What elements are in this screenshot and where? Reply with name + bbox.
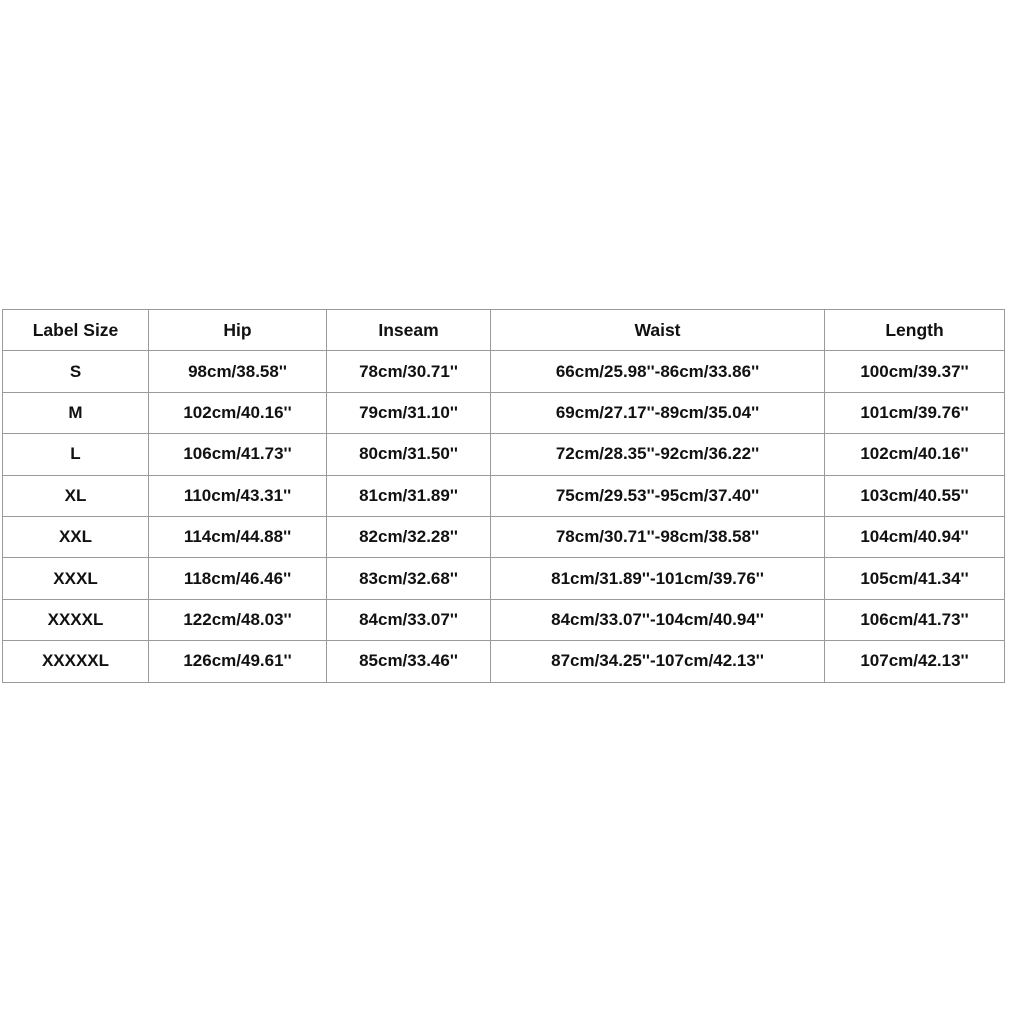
cell-hip: 110cm/43.31'' xyxy=(149,475,327,516)
cell-label-size: S xyxy=(3,351,149,392)
cell-waist: 84cm/33.07''-104cm/40.94'' xyxy=(491,599,825,640)
cell-length: 102cm/40.16'' xyxy=(825,434,1005,475)
cell-inseam: 79cm/31.10'' xyxy=(327,392,491,433)
cell-inseam: 84cm/33.07'' xyxy=(327,599,491,640)
header-label-size: Label Size xyxy=(3,310,149,351)
cell-label-size: XXXXXL xyxy=(3,641,149,682)
header-waist: Waist xyxy=(491,310,825,351)
cell-label-size: XXXL xyxy=(3,558,149,599)
cell-length: 105cm/41.34'' xyxy=(825,558,1005,599)
cell-hip: 114cm/44.88'' xyxy=(149,516,327,557)
cell-length: 100cm/39.37'' xyxy=(825,351,1005,392)
cell-hip: 118cm/46.46'' xyxy=(149,558,327,599)
cell-inseam: 80cm/31.50'' xyxy=(327,434,491,475)
cell-hip: 122cm/48.03'' xyxy=(149,599,327,640)
cell-length: 103cm/40.55'' xyxy=(825,475,1005,516)
cell-waist: 81cm/31.89''-101cm/39.76'' xyxy=(491,558,825,599)
cell-waist: 69cm/27.17''-89cm/35.04'' xyxy=(491,392,825,433)
cell-waist: 78cm/30.71''-98cm/38.58'' xyxy=(491,516,825,557)
cell-length: 107cm/42.13'' xyxy=(825,641,1005,682)
size-chart-table xyxy=(2,309,1005,683)
table-header-row xyxy=(3,310,1005,351)
cell-label-size: L xyxy=(3,434,149,475)
cell-hip: 126cm/49.61'' xyxy=(149,641,327,682)
header-hip: Hip xyxy=(149,310,327,351)
cell-inseam: 81cm/31.89'' xyxy=(327,475,491,516)
table-row xyxy=(3,558,1005,599)
cell-inseam: 82cm/32.28'' xyxy=(327,516,491,557)
table-row xyxy=(3,475,1005,516)
cell-waist: 72cm/28.35''-92cm/36.22'' xyxy=(491,434,825,475)
table-row xyxy=(3,392,1005,433)
cell-hip: 106cm/41.73'' xyxy=(149,434,327,475)
cell-inseam: 78cm/30.71'' xyxy=(327,351,491,392)
cell-inseam: 85cm/33.46'' xyxy=(327,641,491,682)
cell-label-size: M xyxy=(3,392,149,433)
cell-waist: 87cm/34.25''-107cm/42.13'' xyxy=(491,641,825,682)
cell-length: 104cm/40.94'' xyxy=(825,516,1005,557)
cell-length: 101cm/39.76'' xyxy=(825,392,1005,433)
cell-length: 106cm/41.73'' xyxy=(825,599,1005,640)
cell-inseam: 83cm/32.68'' xyxy=(327,558,491,599)
cell-label-size: XL xyxy=(3,475,149,516)
header-inseam: Inseam xyxy=(327,310,491,351)
cell-hip: 98cm/38.58'' xyxy=(149,351,327,392)
table-row xyxy=(3,434,1005,475)
table-row xyxy=(3,599,1005,640)
cell-hip: 102cm/40.16'' xyxy=(149,392,327,433)
table-row xyxy=(3,641,1005,682)
header-length: Length xyxy=(825,310,1005,351)
cell-label-size: XXXXL xyxy=(3,599,149,640)
table-row xyxy=(3,516,1005,557)
table-row xyxy=(3,351,1005,392)
cell-waist: 75cm/29.53''-95cm/37.40'' xyxy=(491,475,825,516)
cell-waist: 66cm/25.98''-86cm/33.86'' xyxy=(491,351,825,392)
cell-label-size: XXL xyxy=(3,516,149,557)
